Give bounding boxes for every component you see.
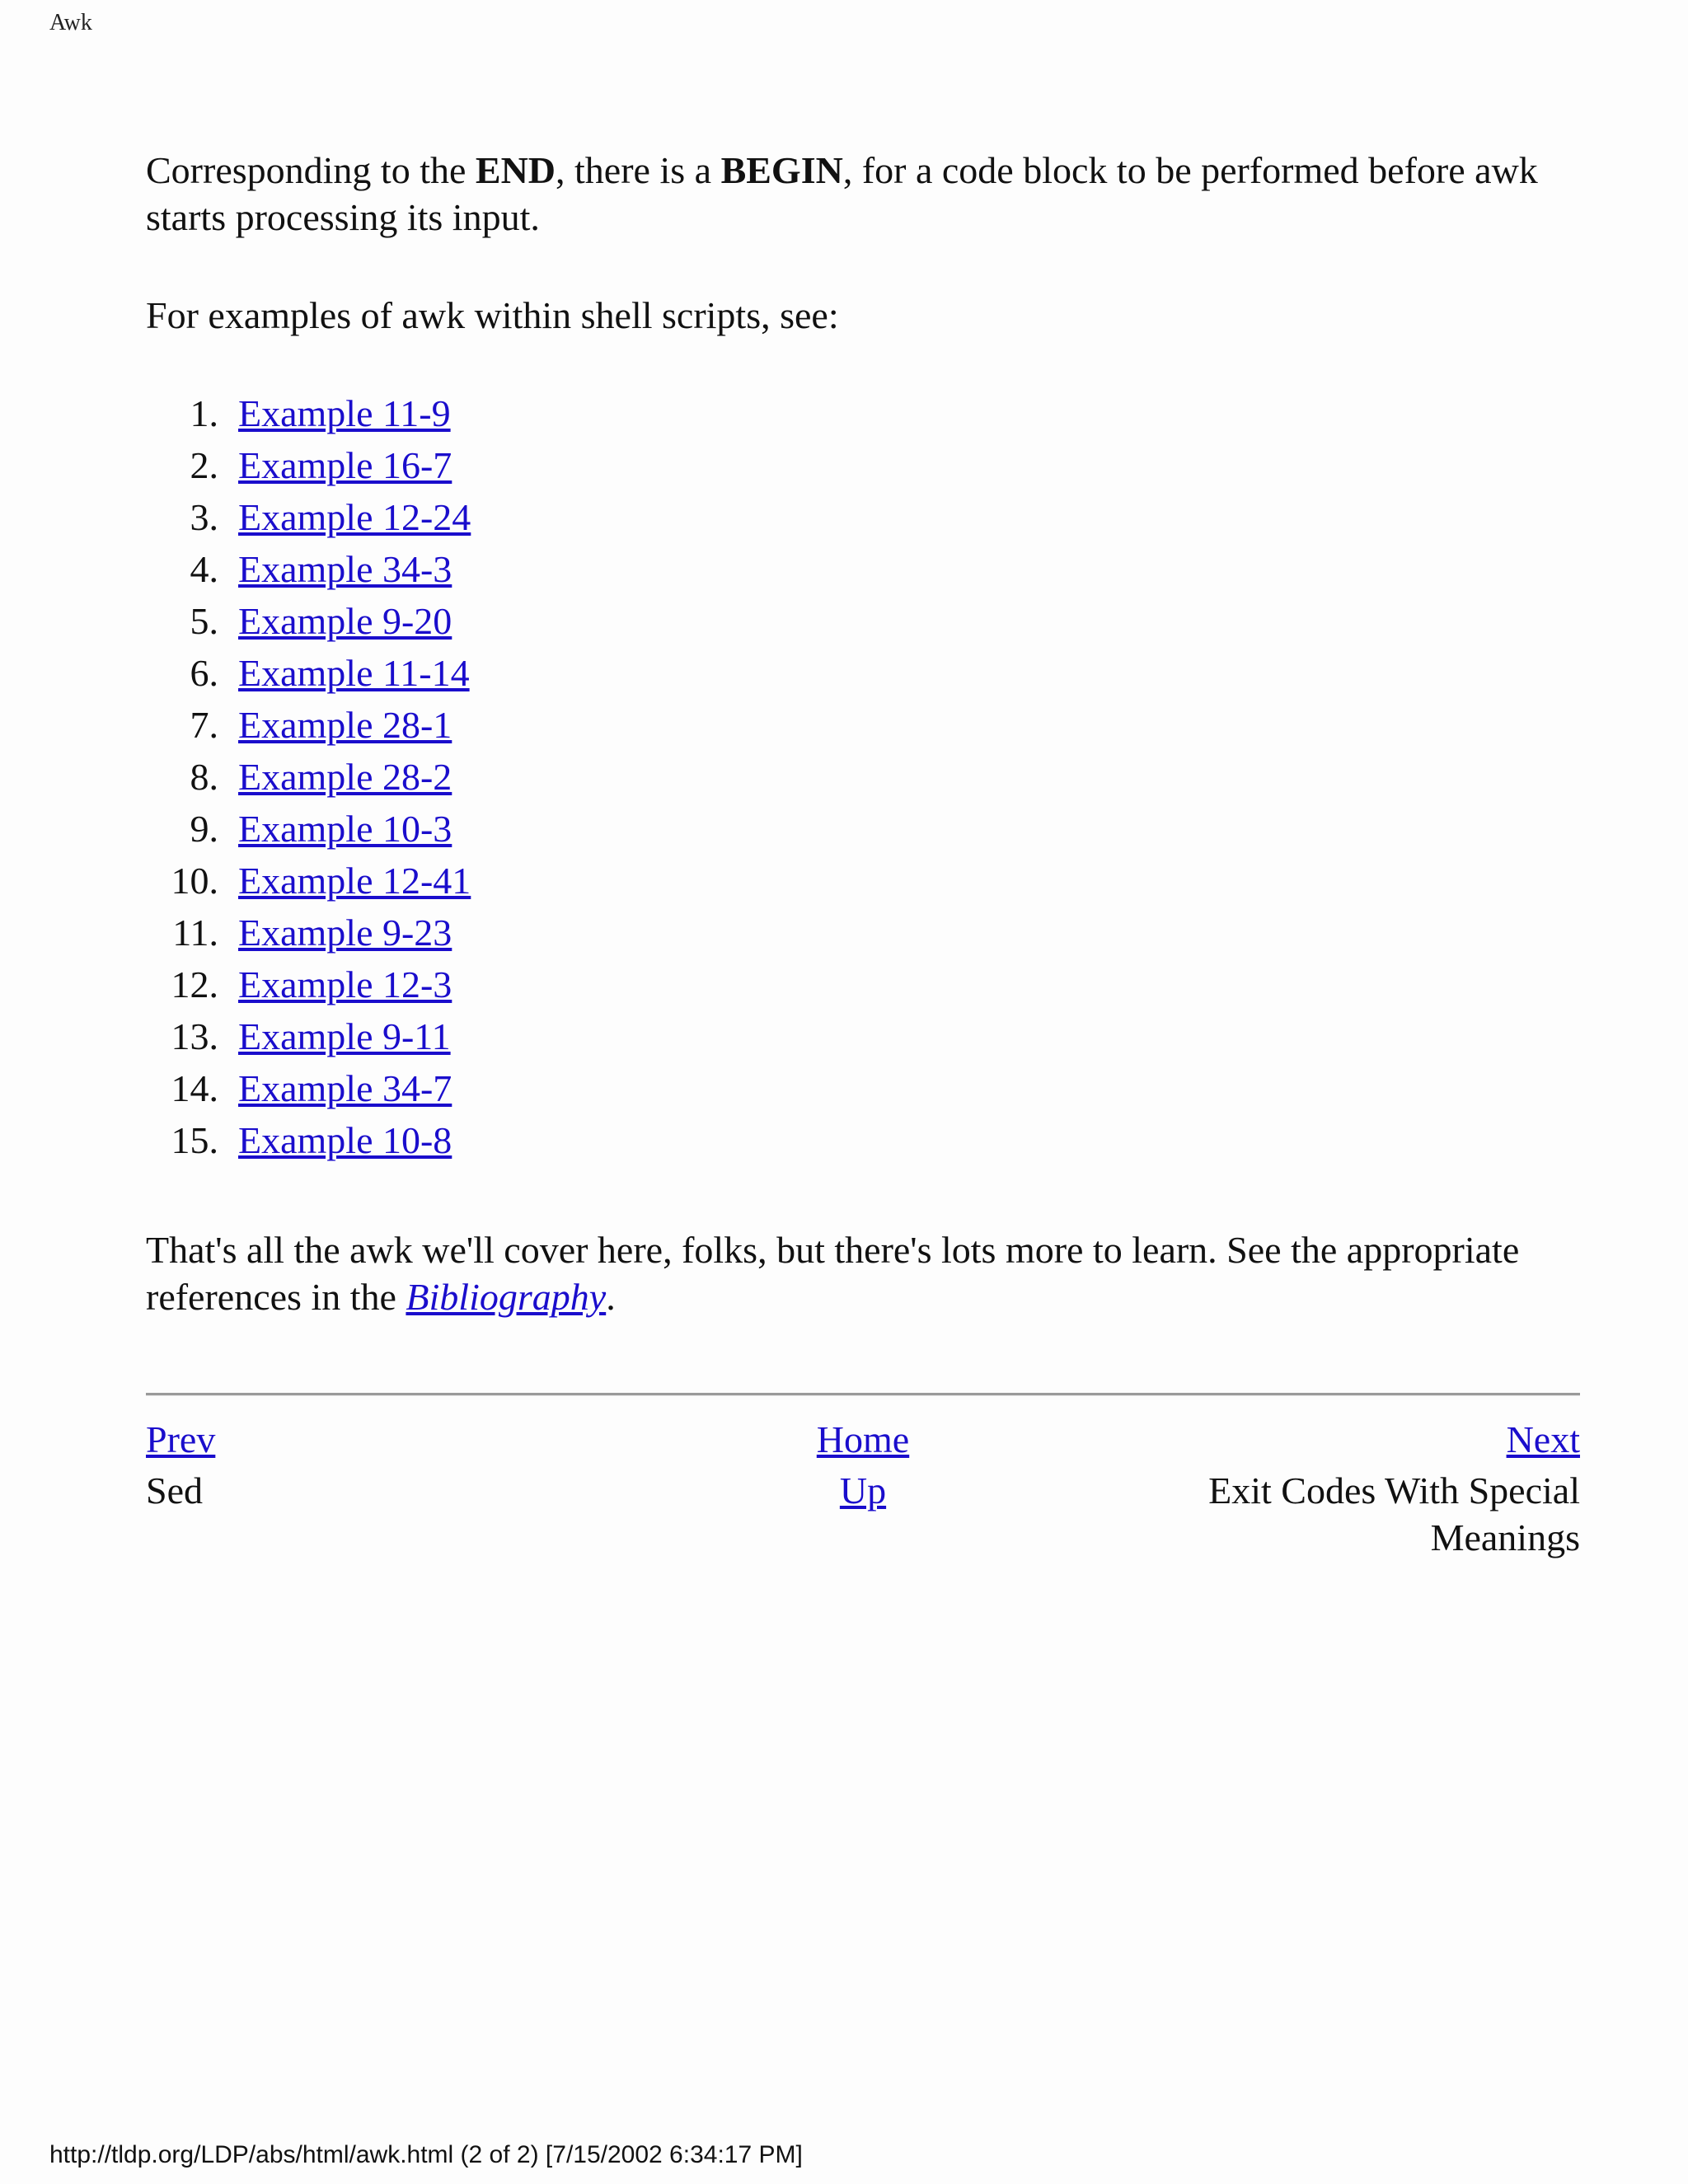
- end-keyword: END: [475, 149, 556, 191]
- example-link[interactable]: Example 28-1: [238, 704, 452, 746]
- list-item-number: 15.: [171, 1119, 218, 1161]
- up-link[interactable]: Up: [839, 1469, 887, 1511]
- navigation-footer: [146, 1416, 1580, 1558]
- example-link[interactable]: Example 12-41: [238, 860, 471, 902]
- nav-titles-row: [146, 1467, 1580, 1558]
- list-item: [146, 857, 1580, 909]
- intro-text-2: , there is a: [556, 149, 721, 191]
- list-item: [146, 494, 1580, 546]
- list-item: [146, 442, 1580, 494]
- example-link[interactable]: Example 28-2: [238, 756, 452, 798]
- outro-text: That's all the awk we'll cover here, folks, but there's lots more to learn. See the appropriate references in the: [146, 1229, 1520, 1318]
- example-link[interactable]: Example 9-11: [238, 1015, 451, 1057]
- outro-period: .: [606, 1276, 616, 1318]
- example-link[interactable]: Example 34-3: [238, 548, 452, 590]
- begin-keyword: BEGIN: [720, 149, 843, 191]
- list-item: [146, 961, 1580, 1013]
- list-item-number: 5.: [190, 600, 218, 642]
- bibliography-link-text: Bibliography: [406, 1276, 607, 1318]
- page-header-title: Awk: [49, 10, 92, 35]
- example-link[interactable]: Example 9-23: [238, 912, 452, 954]
- list-item-number: 12.: [171, 963, 218, 1005]
- list-item-number: 4.: [190, 548, 218, 590]
- prev-page-title: Sed: [146, 1469, 203, 1511]
- outro-paragraph: [146, 1226, 1580, 1320]
- example-link[interactable]: Example 11-9: [238, 392, 451, 434]
- intro-text-1: Corresponding to the: [146, 149, 476, 191]
- list-item-number: 2.: [190, 444, 218, 486]
- list-item: [146, 753, 1580, 805]
- list-item: [146, 546, 1580, 598]
- list-item-number: 6.: [190, 652, 218, 694]
- examples-intro: For examples of awk within shell scripts, see:: [146, 294, 839, 336]
- intro-paragraph: [146, 147, 1580, 241]
- list-item: [146, 909, 1580, 961]
- list-item: [146, 598, 1580, 649]
- list-item-number: 14.: [171, 1067, 218, 1109]
- navigation-divider: [146, 1393, 1580, 1396]
- list-item-number: 11.: [172, 912, 218, 954]
- main-content: [146, 147, 1580, 1320]
- list-item: [146, 1117, 1580, 1169]
- list-item: [146, 390, 1580, 442]
- list-item-number: 13.: [171, 1015, 218, 1057]
- example-link[interactable]: Example 34-7: [238, 1067, 452, 1109]
- list-item-number: 1.: [190, 392, 218, 434]
- page-footer-url: http://tldp.org/LDP/abs/html/awk.html (2 of 2) [7/15/2002 6:34:17 PM]: [49, 2141, 803, 2168]
- home-link[interactable]: Home: [816, 1418, 910, 1460]
- list-item: [146, 649, 1580, 701]
- example-link[interactable]: Example 12-24: [238, 496, 471, 538]
- list-item-number: 3.: [190, 496, 218, 538]
- bibliography-link[interactable]: [406, 1276, 606, 1318]
- example-link[interactable]: Example 16-7: [238, 444, 452, 486]
- next-link[interactable]: Next: [1506, 1418, 1580, 1460]
- list-item-number: 8.: [190, 756, 218, 798]
- example-link[interactable]: Example 10-3: [238, 808, 452, 850]
- example-link[interactable]: Example 9-20: [238, 600, 452, 642]
- next-page-title: Exit Codes With Special Meanings: [1208, 1469, 1580, 1558]
- example-link[interactable]: Example 10-8: [238, 1119, 452, 1161]
- example-link[interactable]: Example 11-14: [238, 652, 470, 694]
- examples-list: [146, 390, 1580, 1169]
- list-item: [146, 1065, 1580, 1117]
- list-item: [146, 1013, 1580, 1065]
- nav-links-row: [146, 1416, 1580, 1467]
- list-item-number: 9.: [190, 808, 218, 850]
- example-link[interactable]: Example 12-3: [238, 963, 452, 1005]
- list-item: [146, 805, 1580, 857]
- intro-text-3: , for a code block to be performed before awk starts processing its input.: [146, 149, 1538, 238]
- list-item: [146, 701, 1580, 753]
- list-item-number: 7.: [190, 704, 218, 746]
- prev-link[interactable]: Prev: [146, 1418, 216, 1460]
- list-item-number: 10.: [171, 860, 218, 902]
